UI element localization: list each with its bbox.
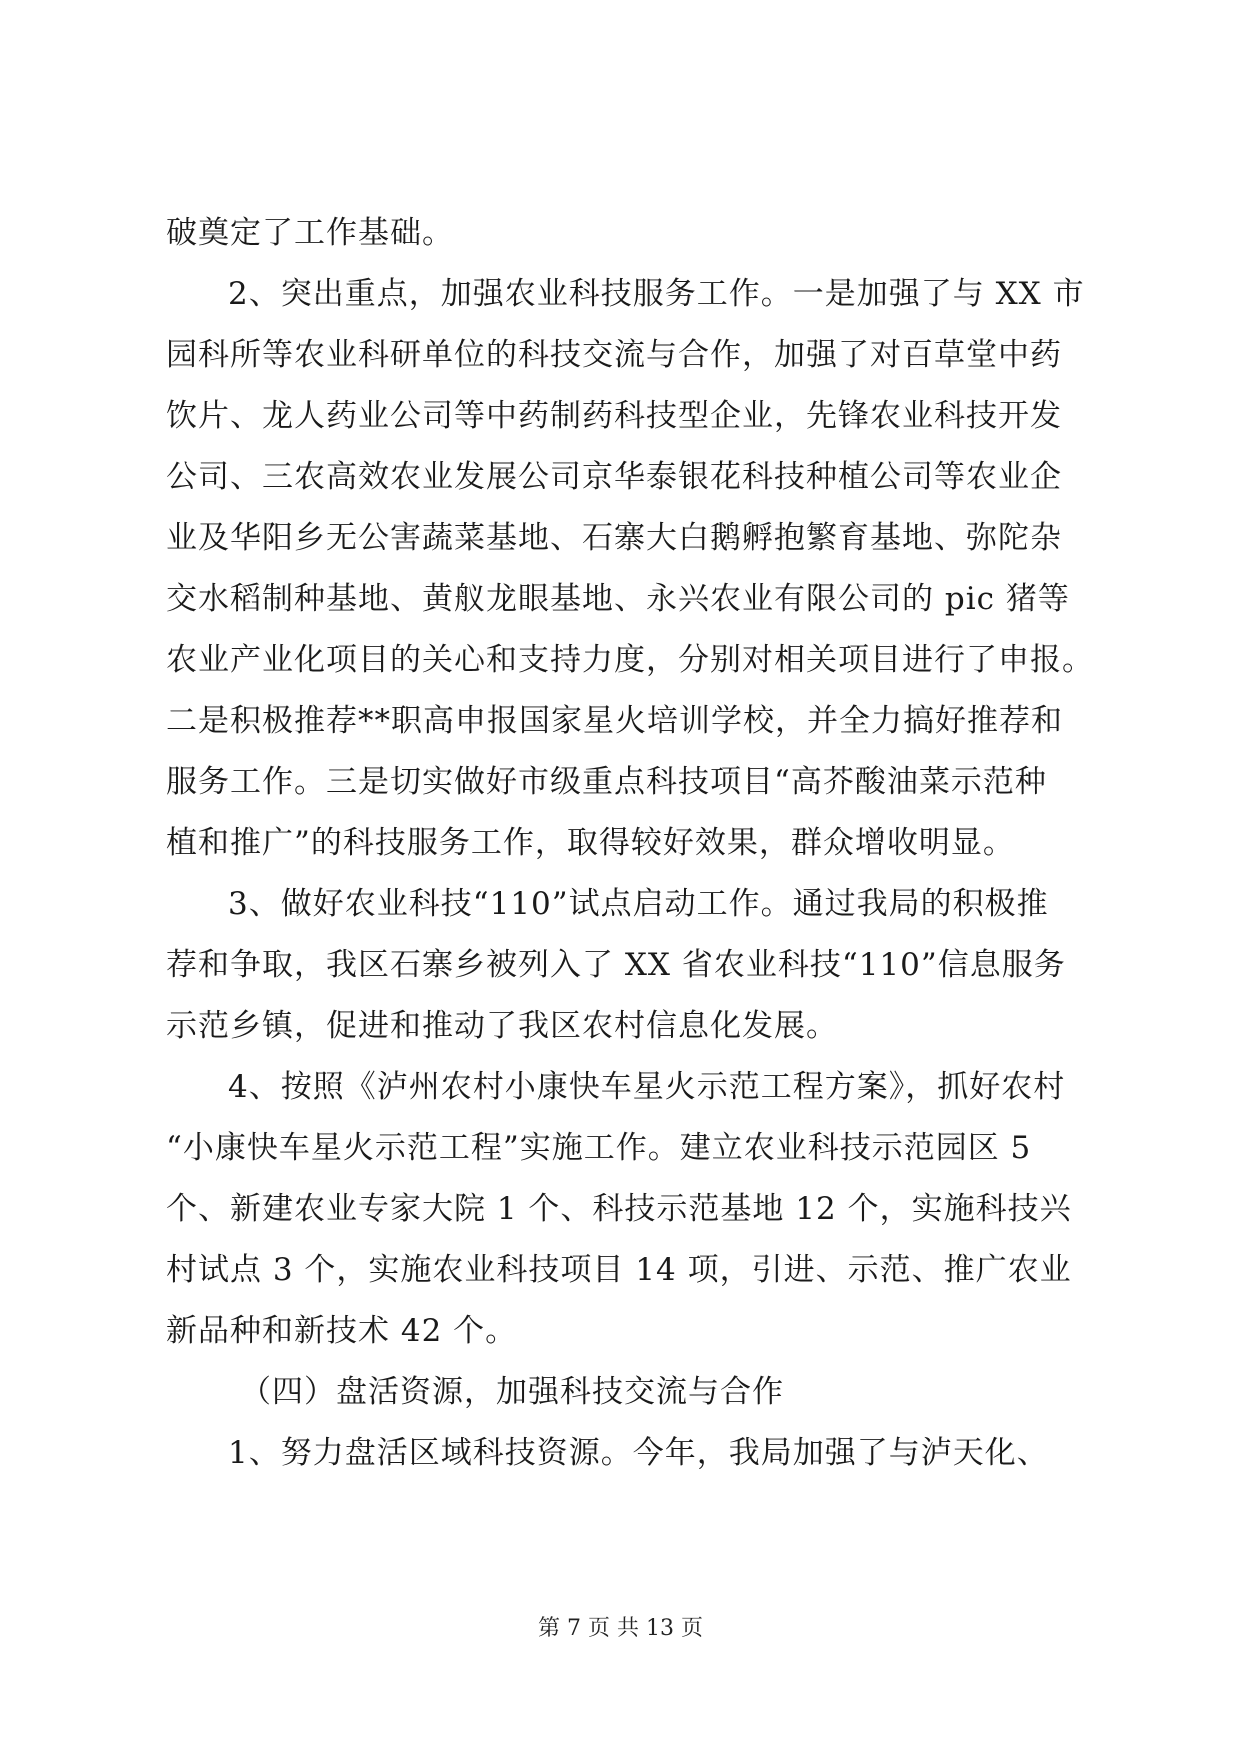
- text-line: 村试点 3 个，实施农业科技项目 14 项，引进、示范、推广农业: [166, 1252, 1072, 1288]
- body-text: [166, 203, 1094, 1484]
- text-line: （四）盘活资源，加强科技交流与合作: [240, 1374, 784, 1410]
- text-line: “小康快车星火示范工程”实施工作。建立农业科技示范园区 5: [166, 1130, 1032, 1166]
- text-line: 园科所等农业科研单位的科技交流与合作，加强了对百草堂中药: [166, 337, 1062, 373]
- text-line: 示范乡镇，促进和推动了我区农村信息化发展。: [166, 1008, 838, 1044]
- text-line: 新品种和新技术 42 个。: [166, 1313, 518, 1349]
- text-line: 交水稻制种基地、黄舣龙眼基地、永兴农业有限公司的 pic 猪等: [166, 581, 1070, 617]
- text-line: 饮片、龙人药业公司等中药制药科技型企业，先锋农业科技开发: [166, 398, 1062, 434]
- text-line: 3、做好农业科技“110”试点启动工作。通过我局的积极推: [228, 886, 1049, 922]
- text-line: 二是积极推荐**职高申报国家星火培训学校，并全力搞好推荐和: [166, 703, 1063, 739]
- text-line: 植和推广”的科技服务工作，取得较好效果，群众增收明显。: [166, 825, 1015, 861]
- text-line: 荐和争取，我区石寨乡被列入了 XX 省农业科技“110”信息服务: [166, 947, 1066, 983]
- text-line: 业及华阳乡无公害蔬菜基地、石寨大白鹅孵抱繁育基地、弥陀杂: [166, 520, 1062, 556]
- text-line: 1、努力盘活区域科技资源。今年，我局加强了与泸天化、: [228, 1435, 1049, 1471]
- page-footer: 第 7 页 共 13 页: [538, 1616, 703, 1641]
- text-line: 公司、三农高效农业发展公司京华泰银花科技种植公司等农业企: [166, 459, 1062, 495]
- text-line: 4、按照《泸州农村小康快车星火示范工程方案》，抓好农村: [228, 1069, 1066, 1105]
- text-line: 破奠定了工作基础。: [166, 215, 454, 251]
- text-line: 农业产业化项目的关心和支持力度，分别对相关项目进行了申报。: [166, 642, 1094, 678]
- text-line: 2、突出重点，加强农业科技服务工作。一是加强了与 XX 市: [228, 276, 1085, 312]
- text-line: 服务工作。三是切实做好市级重点科技项目“高芥酸油菜示范种: [166, 764, 1047, 800]
- text-line: 个、新建农业专家大院 1 个、科技示范基地 12 个，实施科技兴: [166, 1191, 1072, 1227]
